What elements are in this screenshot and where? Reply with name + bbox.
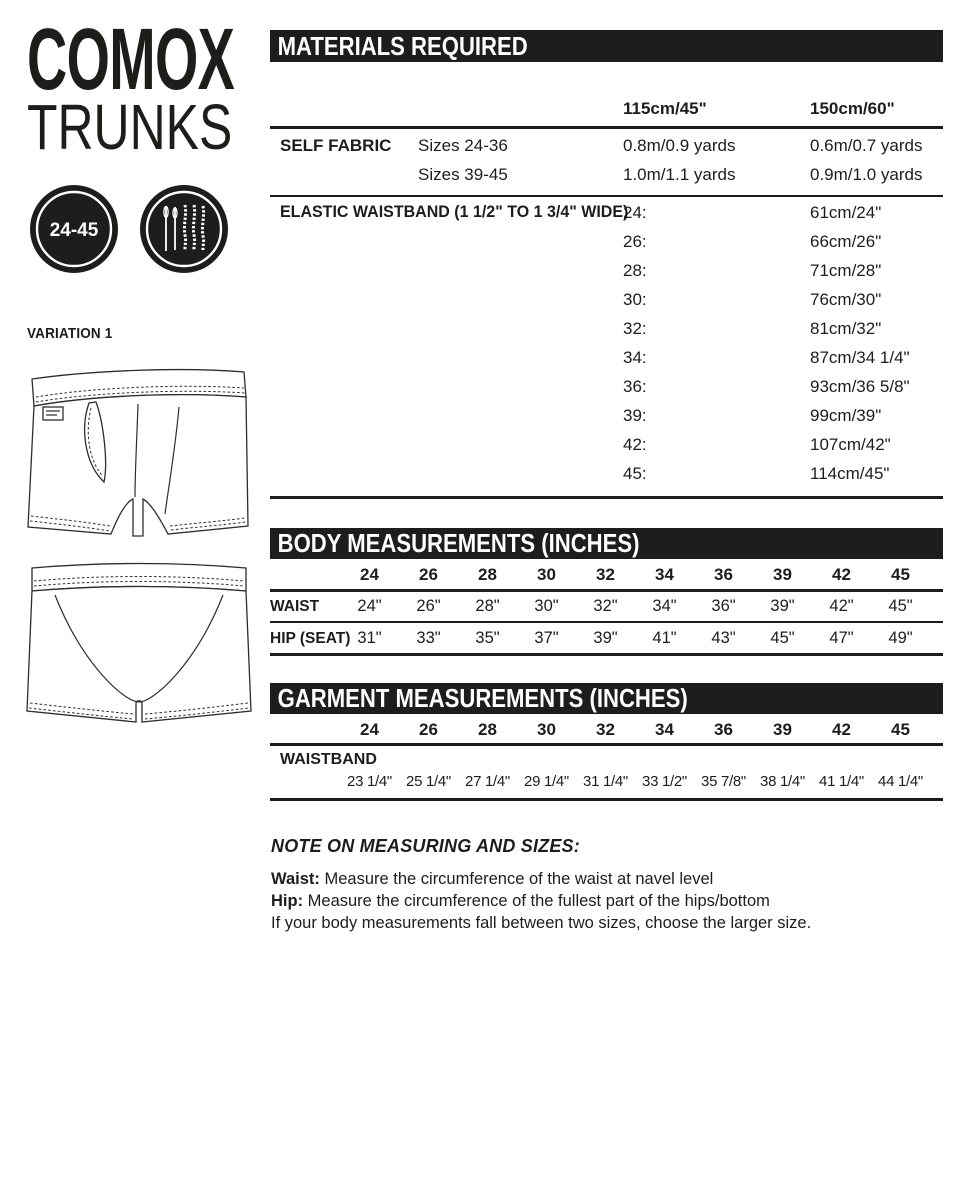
self-fabric-yardage-150: 0.9m/1.0 yards <box>810 165 923 184</box>
elastic-row <box>623 203 910 232</box>
waistband-value: 33 1/2" <box>642 773 687 790</box>
elastic-length: 93cm/36 5/8" <box>810 377 910 396</box>
elastic-row <box>623 290 910 319</box>
waistband-value: 44 1/4" <box>878 773 923 790</box>
elastic-row <box>623 348 910 377</box>
self-fabric-table <box>280 136 943 194</box>
rule <box>270 798 943 801</box>
self-fabric-sizes: Sizes 39-45 <box>418 165 508 184</box>
waist-value: 34" <box>652 597 677 615</box>
size-header: 32 <box>596 720 615 739</box>
elastic-length: 107cm/42" <box>810 435 891 454</box>
size-header: 24 <box>360 720 379 739</box>
elastic-length: 99cm/39" <box>810 406 882 425</box>
elastic-size: 30: <box>623 290 647 309</box>
elastic-size: 39: <box>623 406 647 425</box>
rule <box>270 589 943 592</box>
waistband-row-label: WAISTBAND <box>280 751 377 768</box>
elastic-length: 114cm/45" <box>810 464 890 483</box>
size-header: 34 <box>655 565 674 584</box>
size-header: 28 <box>478 720 497 739</box>
waistband-value: 23 1/4" <box>347 773 392 790</box>
size-header: 45 <box>891 720 910 739</box>
waistband-value: 35 7/8" <box>701 773 746 790</box>
column-header-150cm: 150cm/60" <box>810 99 895 118</box>
elastic-length: 76cm/30" <box>810 290 882 309</box>
hip-value: 43" <box>711 629 736 647</box>
hip-value: 37" <box>534 629 559 647</box>
waist-value: 28" <box>475 597 500 615</box>
notes-heading: NOTE ON MEASURING AND SIZES: <box>271 836 580 856</box>
size-header: 36 <box>714 720 733 739</box>
hip-value: 47" <box>829 629 854 647</box>
self-fabric-yardage-115: 0.8m/0.9 yards <box>623 136 736 155</box>
waist-value: 26" <box>416 597 441 615</box>
pattern-title: COMOX <box>27 11 235 108</box>
elastic-row <box>623 232 910 261</box>
elastic-row <box>623 406 910 435</box>
hip-value: 31" <box>357 629 382 647</box>
garment-measurements-heading: GARMENT MEASUREMENTS (INCHES) <box>277 683 688 713</box>
pattern-subtitle: TRUNKS <box>27 91 233 163</box>
note-line-hip <box>271 892 770 911</box>
waist-value: 32" <box>593 597 618 615</box>
hip-value: 39" <box>593 629 618 647</box>
hip-row-label: HIP (SEAT) <box>270 629 351 647</box>
size-range-badge <box>29 184 119 279</box>
note-hip-term: Hip: <box>271 892 304 910</box>
self-fabric-row <box>280 136 943 165</box>
note-line-waist <box>271 870 713 889</box>
elastic-waistband-table <box>623 203 910 493</box>
waistband-values-row <box>270 773 930 790</box>
elastic-size: 34: <box>623 348 647 367</box>
size-header: 24 <box>360 565 379 584</box>
size-header: 34 <box>655 720 674 739</box>
elastic-waistband-label: ELASTIC WAISTBAND (1 1/2" TO 1 3/4" WIDE) <box>280 203 629 221</box>
size-range-badge-icon <box>29 184 119 274</box>
waist-value: 30" <box>534 597 559 615</box>
size-header: 30 <box>537 565 556 584</box>
self-fabric-sizes: Sizes 24-36 <box>418 136 508 155</box>
body-sizes-header-row <box>270 565 930 585</box>
rule <box>270 195 943 197</box>
waistband-value: 41 1/4" <box>819 773 864 790</box>
variation-label: VARIATION 1 <box>27 325 113 342</box>
rule <box>270 743 943 746</box>
self-fabric-yardage-150: 0.6m/0.7 yards <box>810 136 923 155</box>
waistband-value: 38 1/4" <box>760 773 805 790</box>
body-measurements-heading: BODY MEASUREMENTS (INCHES) <box>277 528 640 558</box>
elastic-size: 26: <box>623 232 647 251</box>
elastic-size: 28: <box>623 261 647 280</box>
hip-value: 33" <box>416 629 441 647</box>
size-header: 39 <box>773 720 792 739</box>
waist-row <box>270 597 930 616</box>
body-measurements-header-bar <box>270 528 943 559</box>
waist-value: 24" <box>357 597 382 615</box>
size-header: 32 <box>596 565 615 584</box>
materials-required-heading: MATERIALS REQUIRED <box>277 31 528 61</box>
hip-value: 41" <box>652 629 677 647</box>
note-waist-text: Measure the circumference of the waist at navel level <box>319 870 714 888</box>
waistband-value: 31 1/4" <box>583 773 628 790</box>
self-fabric-yardage-115: 1.0m/1.1 yards <box>623 165 736 184</box>
trunks-back-sketch <box>25 561 253 734</box>
size-header: 39 <box>773 565 792 584</box>
hip-value: 35" <box>475 629 500 647</box>
rule <box>270 126 943 129</box>
size-range-badge-label: 24-45 <box>49 220 99 241</box>
elastic-row <box>623 435 910 464</box>
self-fabric-label: SELF FABRIC <box>280 136 392 155</box>
size-header: 45 <box>891 565 910 584</box>
elastic-size: 36: <box>623 377 647 396</box>
elastic-length: 81cm/32" <box>810 319 882 338</box>
waist-value: 36" <box>711 597 736 615</box>
garment-measurements-header-bar <box>270 683 943 714</box>
size-header: 42 <box>832 720 851 739</box>
elastic-row <box>623 464 910 493</box>
note-between-sizes-text: If your body measurements fall between two sizes, choose the larger size. <box>271 914 812 932</box>
rule <box>270 653 943 656</box>
needles-badge <box>139 184 229 279</box>
size-header: 26 <box>419 720 438 739</box>
note-waist-term: Waist: <box>271 870 320 888</box>
elastic-length: 66cm/26" <box>810 232 882 251</box>
elastic-row <box>623 261 910 290</box>
hip-row <box>270 629 930 648</box>
elastic-row <box>623 377 910 406</box>
size-header: 26 <box>419 565 438 584</box>
trunks-front-sketch <box>25 366 250 551</box>
rule <box>270 496 943 499</box>
hip-value: 45" <box>770 629 795 647</box>
elastic-size: 32: <box>623 319 647 338</box>
elastic-size: 45: <box>623 464 647 483</box>
garment-sizes-header-row <box>270 720 930 740</box>
waistband-value: 25 1/4" <box>406 773 451 790</box>
column-header-115cm: 115cm/45" <box>623 99 707 118</box>
elastic-size: 42: <box>623 435 647 454</box>
note-line-between-sizes <box>271 914 811 933</box>
size-header: 42 <box>832 565 851 584</box>
waistband-value: 27 1/4" <box>465 773 510 790</box>
elastic-length: 61cm/24" <box>810 203 882 222</box>
materials-required-header-bar <box>270 30 943 62</box>
elastic-row <box>623 319 910 348</box>
needles-and-threads-icon <box>139 184 229 274</box>
waist-value: 45" <box>888 597 913 615</box>
hip-value: 49" <box>888 629 913 647</box>
size-header: 30 <box>537 720 556 739</box>
waist-value: 39" <box>770 597 795 615</box>
size-header: 36 <box>714 565 733 584</box>
waist-value: 42" <box>829 597 854 615</box>
note-hip-text: Measure the circumference of the fullest part of the hips/bottom <box>303 892 770 910</box>
waist-row-label: WAIST <box>270 597 320 615</box>
rule <box>270 621 943 623</box>
elastic-length: 87cm/34 1/4" <box>810 348 910 367</box>
elastic-length: 71cm/28" <box>810 261 882 280</box>
self-fabric-row <box>280 165 943 194</box>
size-header: 28 <box>478 565 497 584</box>
elastic-size: 24: <box>623 203 647 222</box>
waistband-value: 29 1/4" <box>524 773 569 790</box>
